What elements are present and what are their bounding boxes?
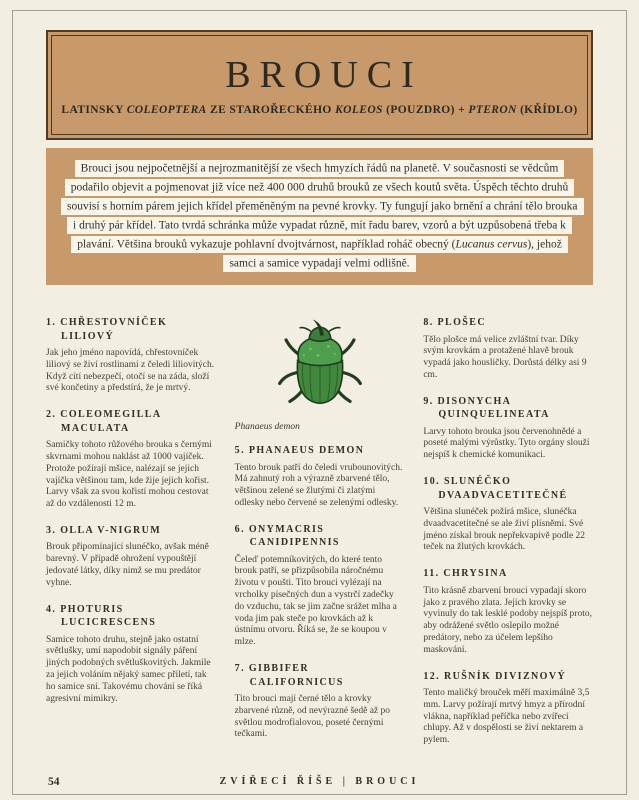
page-number: 54 — [48, 776, 60, 788]
entry-text: Tělo plošce má velice zvláštní tvar. Díky svým krovkám a protažené hlavě brouk vypadá jako housličky. Dorůstá délky asi 9 cm. — [423, 334, 587, 380]
content-columns — [46, 316, 593, 760]
beetle-figure — [235, 316, 405, 432]
column-2 — [235, 316, 405, 760]
entry-heading: 12. RUŠNÍK DIVIZNOVÝ — [423, 670, 567, 682]
entry — [235, 523, 405, 649]
entry-heading: 3. OLLA V-NIGRUM — [46, 524, 162, 536]
entry-heading: 6. ONYMACRIS CANIDIPENNIS — [234, 523, 340, 549]
entry — [423, 395, 593, 462]
entry — [46, 316, 216, 395]
entry — [46, 408, 216, 511]
column-1-entries — [46, 316, 216, 705]
entry-heading: 5. PHANAEUS DEMON — [234, 445, 365, 456]
footer-section-title: ZVÍŘECÍ ŘÍŠE | BROUCI — [219, 776, 420, 787]
entry-text: Tito brouci mají černé tělo a krovky zbarvené různě, od nevýrazné šedě až po světlou modrofialovou, poseté černými tečkami. — [234, 694, 391, 740]
title-panel — [46, 30, 593, 140]
entry-text: Tento brouk patří do čeledi vrubounovitých. Má zahnutý roh a výrazně zbarvené tělo, většinou zelené se žlutými či zlatými odlesky nebo červené se zelenými odlesky. — [234, 462, 403, 508]
entry-heading: 1. CHŘESTOVNÍČEK LILIOVÝ — [46, 317, 168, 342]
column-3 — [423, 316, 593, 760]
entry-text: Samice tohoto druhu, stejně jako ostatní světlušky, umí napodobit signály páření jiných podobných světluškovitých. Jakmile za jejich voláním nějaký samec přiletí, tak ho samice sní. Takovému chování se říká agresivní mimikry. — [46, 634, 211, 704]
column-2-entries — [235, 444, 405, 741]
header-subtitle: LATINSKY COLEOPTERA ZE STAROŘECKÉHO KOLEOS (POUZDRO) + PTERON (KŘÍDLO) — [61, 103, 578, 116]
figure-caption: Phanaeus demon — [234, 422, 300, 432]
entry-heading: 9. DISONYCHA QUINQUELINEATA — [423, 395, 550, 421]
entry-heading: 4. PHOTURIS LUCICRESCENS — [46, 603, 157, 629]
column-1 — [46, 316, 216, 760]
green-beetle-icon — [272, 318, 368, 408]
entry-heading: 11. CHRYSINA — [423, 568, 508, 580]
entry — [423, 567, 593, 656]
entry — [46, 524, 216, 590]
entry — [46, 603, 216, 706]
entry — [423, 316, 593, 382]
column-3-entries — [423, 316, 593, 747]
beetle-illustration-wrap — [235, 316, 405, 413]
entry-text: Většina slunéček požírá mšice, slunéčka dvaadvacetitečné se ale živí plísněmi. Své jméno získal brouk nepřekvapivě podle 22 teček na žlutých krovkách. — [423, 507, 586, 553]
entry-text: Brouk připomínající slunéčko, avšak méně barevný. V případě ohrožení vypouštějí jedovaté látky, díky nimž se mu predátor vyhne. — [46, 542, 209, 588]
entry-text: Samičky tohoto růžového brouka s černými skvrnami mohou naklást až 1000 vajíček. Protože požírají mšice, nalézají se jejich vajíčka většinou tam, kde žije jejich kořist. Larvy však za svou kořistí mohou cestovat až do vzdálenosti 12 m. — [46, 440, 212, 510]
page-title: BROUCI — [225, 53, 423, 96]
entry — [235, 444, 405, 510]
entry-heading: 2. COLEOMEGILLA MACULATA — [46, 409, 161, 434]
intro-paragraph — [61, 160, 578, 274]
entry-heading: 7. GIBBIFER CALIFORNICUS — [234, 663, 344, 688]
entry-text: Čeleď potemníkovitých, do které tento brouk patří, se přizpůsobila náročnému životu v poušti. Tito brouci vylézají na vrcholky písečných dun a vystrčí zadečky do vzduchu, tak se jim začne srážet mlha a voda jim pak steče po krovkách až k ústnímu otvoru. Říká se, že se koupou v mlze. — [234, 554, 397, 648]
entry-text: Tento maličký brouček měří maximálně 3,5 mm. Larvy požírají mrtvý hmyz a přírodní vlákna, například peříčka nebo zvířecí chlupy. Až v dospělosti se živí nektarem a pylem. — [423, 688, 590, 746]
title-panel-content — [48, 32, 591, 138]
entry-heading: 8. PLOŠEC — [423, 317, 486, 328]
entry-text: Tito krásně zbarvení brouci vypadají skoro jako z pravého zlata. Jejich krovky se vyvinuly do tak lesklé podoby nejspíš proto, aby odrážené světlo oslepilo možné predátory, nebo za účelem lepšího maskování. — [423, 585, 592, 655]
intro-panel — [46, 148, 593, 285]
intro-text: Brouci jsou nejpočetnější a nejrozmanitější ze všech hmyzích řádů na planetě. V současnosti se vědcům podařilo objevit a pojmenovat již více než 400 000 druhů brouků ze všech koutů světa. Úspěch těchto druhů souvisí s horním párem jejich křídel přeměněným na pevné krovky. Ty fungují jako brnění a chrání tělo brouka i druhý pár křídel. Tato tvrdá schránka může vypadat různě, mít řadu barev, vzorů a být uzpůsobená třeba k plavání. Většina brouků vykazuje pohlavní dvojtvárnost, například roháč obecný (Lucanus cervus), jehož samci a samice vypadají velmi odlišně. — [61, 160, 584, 272]
page-footer — [46, 773, 593, 788]
entry — [423, 670, 593, 747]
entry — [423, 475, 593, 554]
entry-text: Jak jeho jméno napovídá, chřestovníček liliový se živí rostlinami z čeledi liliovitých. Když cítí nebezpečí, otočí se na záda, složí své končetiny a předstírá, že je mrtvý. — [46, 348, 215, 394]
entry-text: Larvy tohoto brouka jsou červenohnědé a poseté malými výrůstky. Tyto orgány slouží nejspíš k chemické komunikaci. — [423, 426, 590, 461]
entry-heading: 10. SLUNÉČKO DVAADVACETITEČNÉ — [423, 476, 568, 501]
entry — [235, 662, 405, 741]
